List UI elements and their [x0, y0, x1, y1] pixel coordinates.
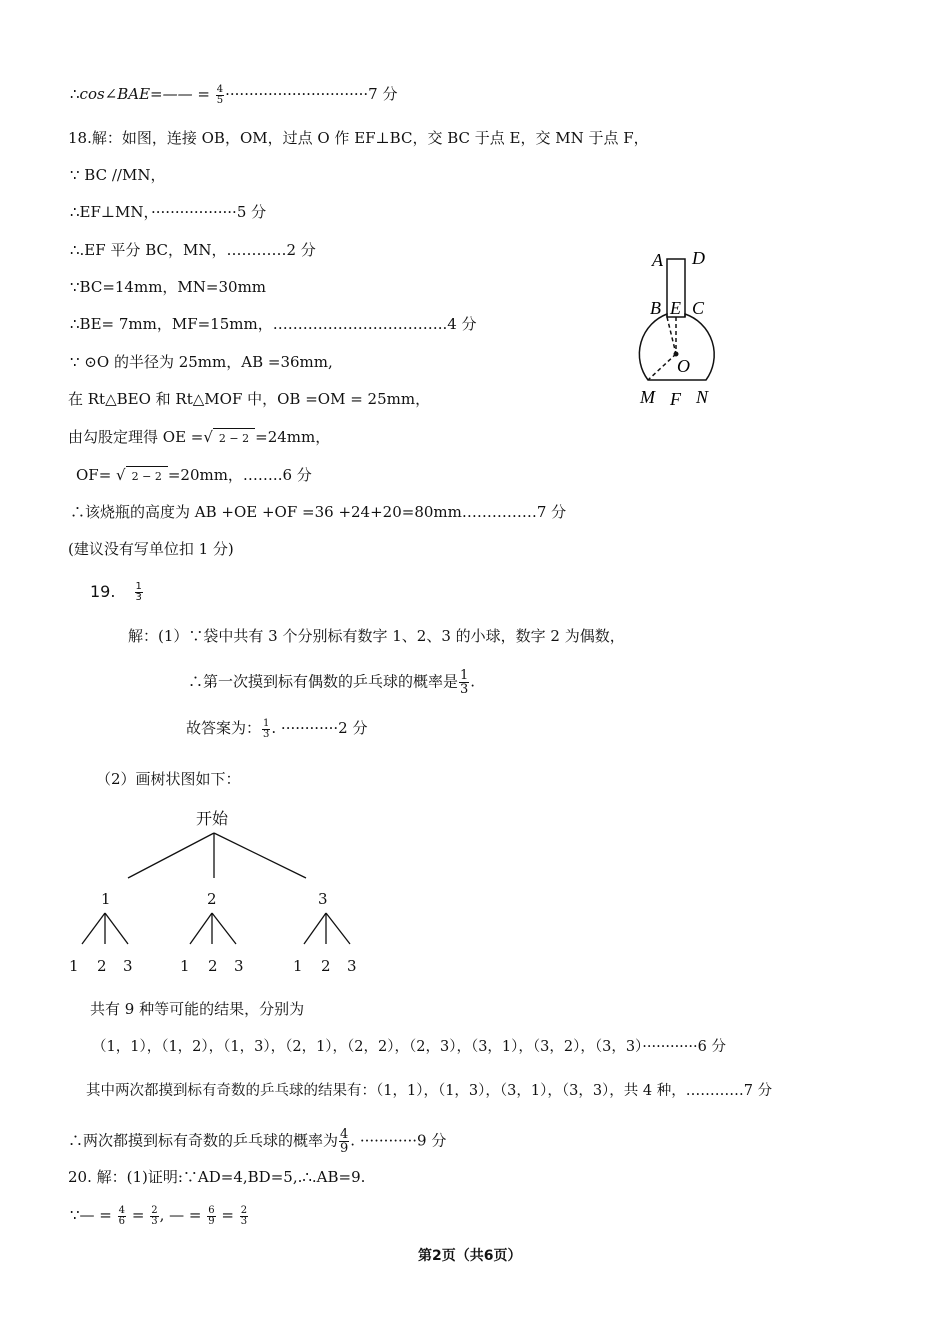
q18-line-6: ∴BE= 7mm，MF=15mm，……………………………..4 分: [70, 315, 477, 333]
label-f: F: [670, 389, 681, 409]
q19-line-8: ∴两次都摸到标有奇数的乒乓球的概率为 $\frac{4}{9}$ . ············9 分: [68, 1127, 447, 1156]
label-a: A: [652, 250, 663, 270]
tree-node-3: 3: [318, 890, 328, 908]
q19-line-4: （2）画树状图如下：: [96, 770, 241, 788]
therefore-symbol: ∴: [70, 85, 80, 103]
tree-node-1: 1: [101, 890, 111, 908]
tree-leaf: 2: [208, 957, 218, 975]
q19-line-1: 解：(1）∵袋中共有 3 个分别标有数字 1、2、3 的小球，数字 2 为偶数，: [128, 627, 625, 645]
q18-line-7: ∵ ⊙O 的半径为 25mm，AB =36mm,: [70, 353, 333, 371]
tree-leaf: 3: [347, 957, 357, 975]
q18-line-8: 在 Rt△BEO 和 Rt△MOF 中，OB =OM = 25mm，: [68, 390, 431, 408]
q18-line-5: ∵BC=14mm，MN=30mm: [70, 278, 267, 296]
q18-line-10: OF= √ 2 − 2 =20mm，……..6 分: [76, 465, 312, 487]
q20-line-1: 20. 解：(1)证明:∵AD=4,BD=5,.∴.AB=9.: [68, 1168, 366, 1186]
q18-line-4: ∴.EF 平分 BC，MN，…………2 分: [70, 241, 316, 259]
branch-root-1: [128, 833, 214, 878]
tree-leaf: 3: [123, 957, 133, 975]
q19-heading: [90, 582, 144, 603]
q19-line-3: 故答案为： $\frac{1}{3}$ . ············2 分: [186, 717, 368, 740]
tree-leaf: 1: [293, 957, 303, 975]
cos-expression: cos∠BAE=—— =: [79, 85, 210, 103]
q18-heading: 18.解：如图，连接 OB，OM，过点 O 作 EF⊥BC，交 BC 于点 E，交 MN 于点 F，: [68, 129, 649, 147]
label-e: E: [670, 298, 681, 318]
q18-line-11: ∴该烧瓶的高度为 AB +OE +OF =36 +24+20=80mm……………7 分: [70, 503, 567, 521]
q19-line-5: 共有 9 种等可能的结果，分别为: [90, 1000, 305, 1018]
tree-leaf: 1: [180, 957, 190, 975]
q18-note: (建议没有写单位扣 1 分): [68, 540, 234, 558]
label-d: D: [692, 248, 705, 268]
q19-answer-fraction: $\frac{1}{3}$: [135, 581, 142, 603]
tree-leaf: 2: [97, 957, 107, 975]
q20-line-2: ∵— = $\frac{4}{6}$ = $\frac{2}{3}$ , — = $\frac{6}{9}$ = $\frac{2}{3}$: [70, 1204, 248, 1227]
tree-root: 开始: [196, 809, 229, 828]
label-o: O: [677, 356, 690, 376]
cos-fraction: $\frac{4}{5}$: [216, 83, 224, 106]
q19-line-2: ∴第一次摸到标有偶数的乒乓球的概率是 $\frac{1}{3}$ .: [188, 668, 476, 697]
cos-line: [70, 84, 397, 106]
tree-leaf: 1: [69, 957, 79, 975]
branch-root-3: [214, 833, 306, 878]
label-m: M: [640, 387, 655, 407]
sqrt-of: 2 − 2: [126, 466, 168, 487]
q18-line-2: ∵ BC //MN，: [70, 166, 166, 184]
label-n: N: [696, 387, 709, 407]
tree-leaf: 3: [234, 957, 244, 975]
label-c: C: [692, 298, 705, 318]
tree-leaf: 2: [321, 957, 331, 975]
q19-number: 19.: [90, 582, 116, 601]
cos-score: ······························7 分: [225, 85, 398, 103]
page-footer: 第2页（共6页）: [418, 1248, 522, 1264]
tree-node-2: 2: [207, 890, 217, 908]
flask-diagram: [630, 242, 740, 412]
q19-line-6: （1，1），（1，2），（1，3），（2，1），（2，2），（2，3），（3，1），（3，2），（3，3）············6 分: [92, 1039, 726, 1055]
q18-line-3: ∴EF⊥MN，··················5 分: [70, 203, 267, 221]
q18-line-9: 由勾股定理得 OE =√ 2 − 2 =24mm，: [68, 427, 330, 449]
line-om: [648, 354, 676, 380]
q19-line-7: 其中两次都摸到标有奇数的乒乓球的结果有：（1，1），（1，3），（3，1），（3，3），共 4 种，…………7 分: [86, 1083, 773, 1099]
label-b: B: [650, 298, 661, 318]
line-bo: [667, 317, 676, 354]
sqrt-oe: 2 − 2: [213, 428, 255, 449]
